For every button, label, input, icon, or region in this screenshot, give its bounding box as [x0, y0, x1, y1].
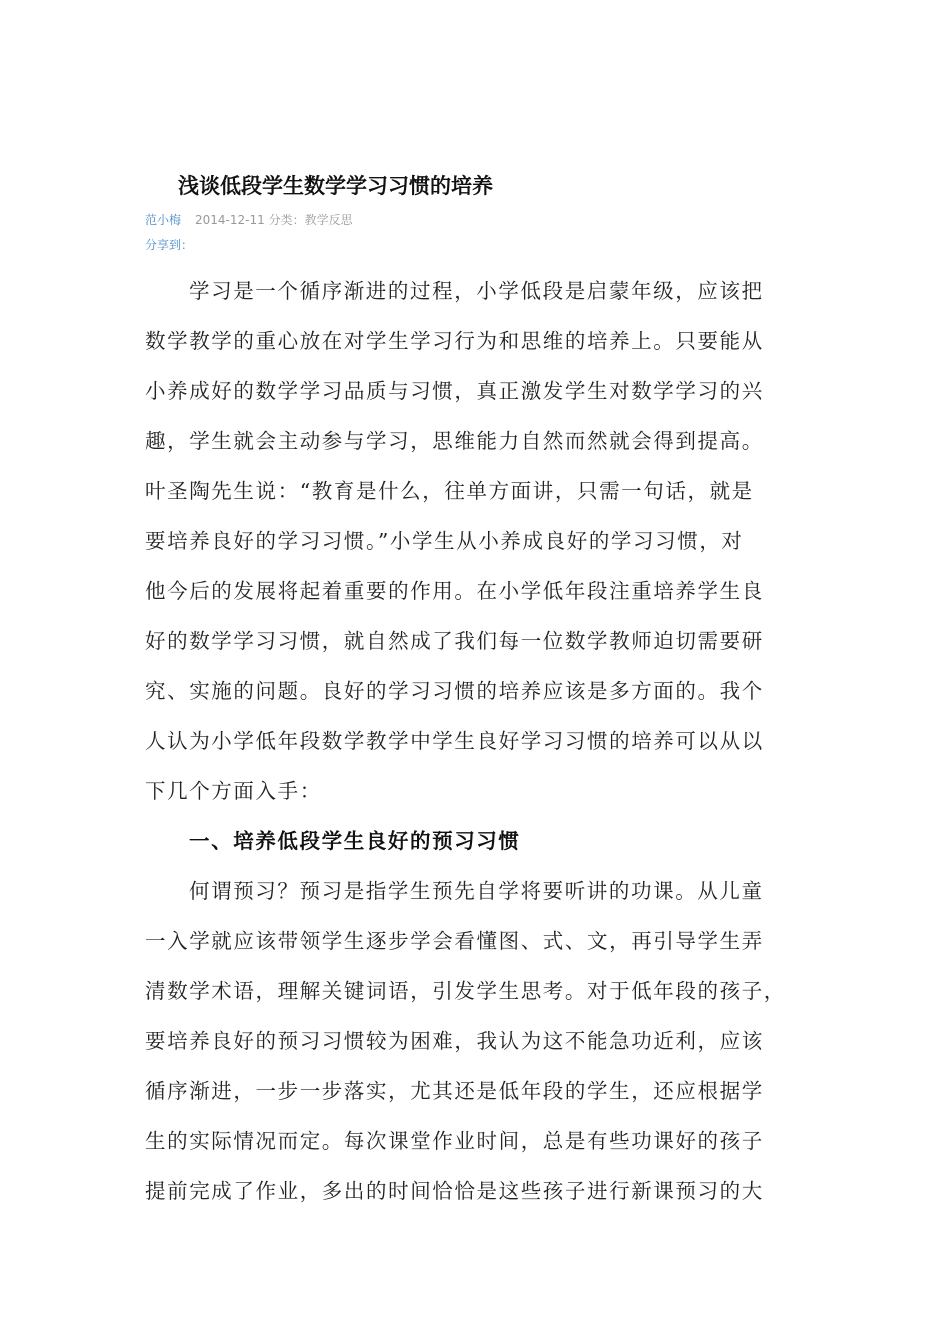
- article-body: [145, 266, 805, 1216]
- body-line: 人认为小学低年段数学教学中学生良好学习习惯的培养可以从以: [145, 729, 764, 753]
- date-category: 2014-12-11 分类：教学反思: [195, 213, 353, 227]
- article-meta: [145, 211, 353, 228]
- body-line: 叶圣陶先生说：“教育是什么，往单方面讲，只需一句话，就是: [145, 479, 754, 503]
- body-line: 何谓预习？预习是指学生预先自学将要听讲的功课。从儿童: [189, 879, 764, 903]
- body-line: 小养成好的数学学习品质与习惯，真正激发学生对数学学习的兴: [145, 379, 764, 403]
- body-line: 究、实施的问题。良好的学习习惯的培养应该是多方面的。我个: [145, 679, 764, 703]
- body-line: 下几个方面入手：: [145, 779, 322, 803]
- body-line: 生的实际情况而定。每次课堂作业时间，总是有些功课好的孩子: [145, 1129, 764, 1153]
- body-line: 提前完成了作业，多出的时间恰恰是这些孩子进行新课预习的大: [145, 1179, 764, 1203]
- body-line: 好的数学学习习惯，就自然成了我们每一位数学教师迫切需要研: [145, 629, 764, 653]
- body-line: 一入学就应该带领学生逐步学会看懂图、式、文，再引导学生弄: [145, 929, 764, 953]
- body-line: 要培养良好的预习习惯较为困难，我认为这不能急功近利，应该: [145, 1029, 764, 1053]
- body-line: 趣，学生就会主动参与学习，思维能力自然而然就会得到提高。: [145, 429, 764, 453]
- body-line: 要培养良好的学习习惯。”小学生从小养成良好的学习习惯，对: [145, 529, 744, 553]
- body-line: 他今后的发展将起着重要的作用。在小学低年段注重培养学生良: [145, 579, 764, 603]
- article-title: 浅谈低段学生数学学习习惯的培养: [178, 174, 493, 198]
- body-line: 清数学术语，理解关键词语，引发学生思考。对于低年段的孩子，: [145, 979, 786, 1003]
- body-line: 数学教学的重心放在对学生学习行为和思维的培养上。只要能从: [145, 329, 764, 353]
- body-line: 循序渐进，一步一步落实，尤其还是低年段的学生，还应根据学: [145, 1079, 764, 1103]
- share-link[interactable]: 分享到：: [145, 238, 194, 252]
- author-link[interactable]: 范小梅: [145, 213, 182, 227]
- section-heading: 一、培养低段学生良好的预习习惯: [189, 829, 521, 853]
- body-line: 学习是一个循序渐进的过程，小学低段是启蒙年级，应该把: [189, 279, 764, 303]
